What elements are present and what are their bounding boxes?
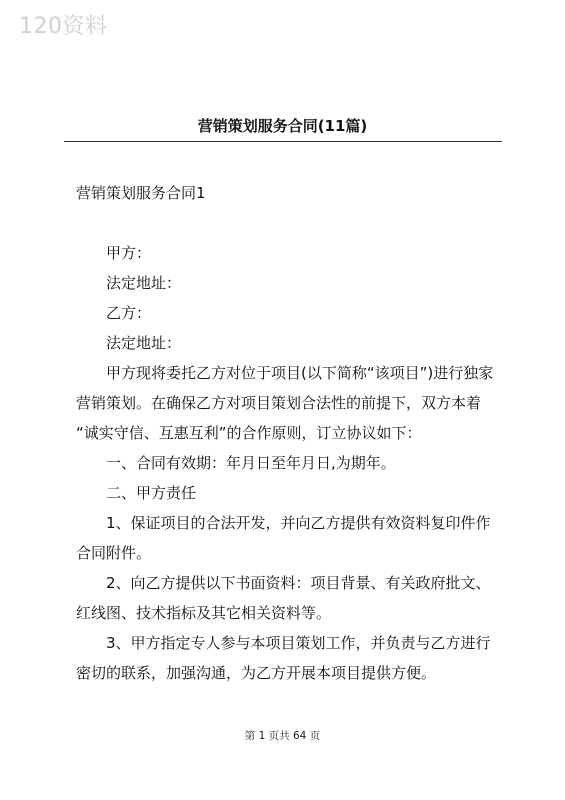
clause-item-2: 2、向乙方提供以下书面资料：项目背景、有关政府批文、	[106, 574, 491, 592]
party-b-label: 乙方：	[106, 304, 152, 322]
section-heading: 营销策划服务合同1	[76, 184, 206, 202]
watermark-logo: 120资料	[19, 14, 108, 39]
clause-heading-party-a: 二、甲方责任	[106, 484, 197, 502]
clause-term: 一、合同有效期：年月日至年月日,为期年。	[106, 454, 396, 472]
document-body	[76, 238, 506, 688]
title-divider	[64, 141, 502, 142]
party-a-label: 甲方：	[106, 244, 152, 262]
body-paragraph-line: “诚实守信、互惠互利”的合作原则，订立协议如下：	[76, 424, 422, 442]
clause-item-3: 3、甲方指定专人参与本项目策划工作，并负责与乙方进行	[106, 634, 491, 652]
party-b-address-label: 法定地址：	[106, 334, 182, 352]
body-paragraph-line: 甲方现将委托乙方对位于项目(以下简称“该项目”)进行独家	[106, 364, 494, 382]
clause-item-1-cont: 合同附件。	[76, 544, 152, 562]
party-a-address-label: 法定地址：	[106, 274, 182, 292]
clause-item-1: 1、保证项目的合法开发，并向乙方提供有效资料复印件作	[106, 514, 491, 532]
body-paragraph-line: 营销策划。在确保乙方对项目策划合法性的前提下，双方本着	[76, 394, 482, 412]
clause-item-2-cont: 红线图、技术指标及其它相关资料等。	[76, 604, 332, 622]
clause-item-3-cont: 密切的联系，加强沟通，为乙方开展本项目提供方便。	[76, 664, 437, 682]
page-number-footer: 第 1 页共 64 页	[244, 730, 321, 742]
document-title: 营销策划服务合同(11篇)	[197, 117, 368, 135]
